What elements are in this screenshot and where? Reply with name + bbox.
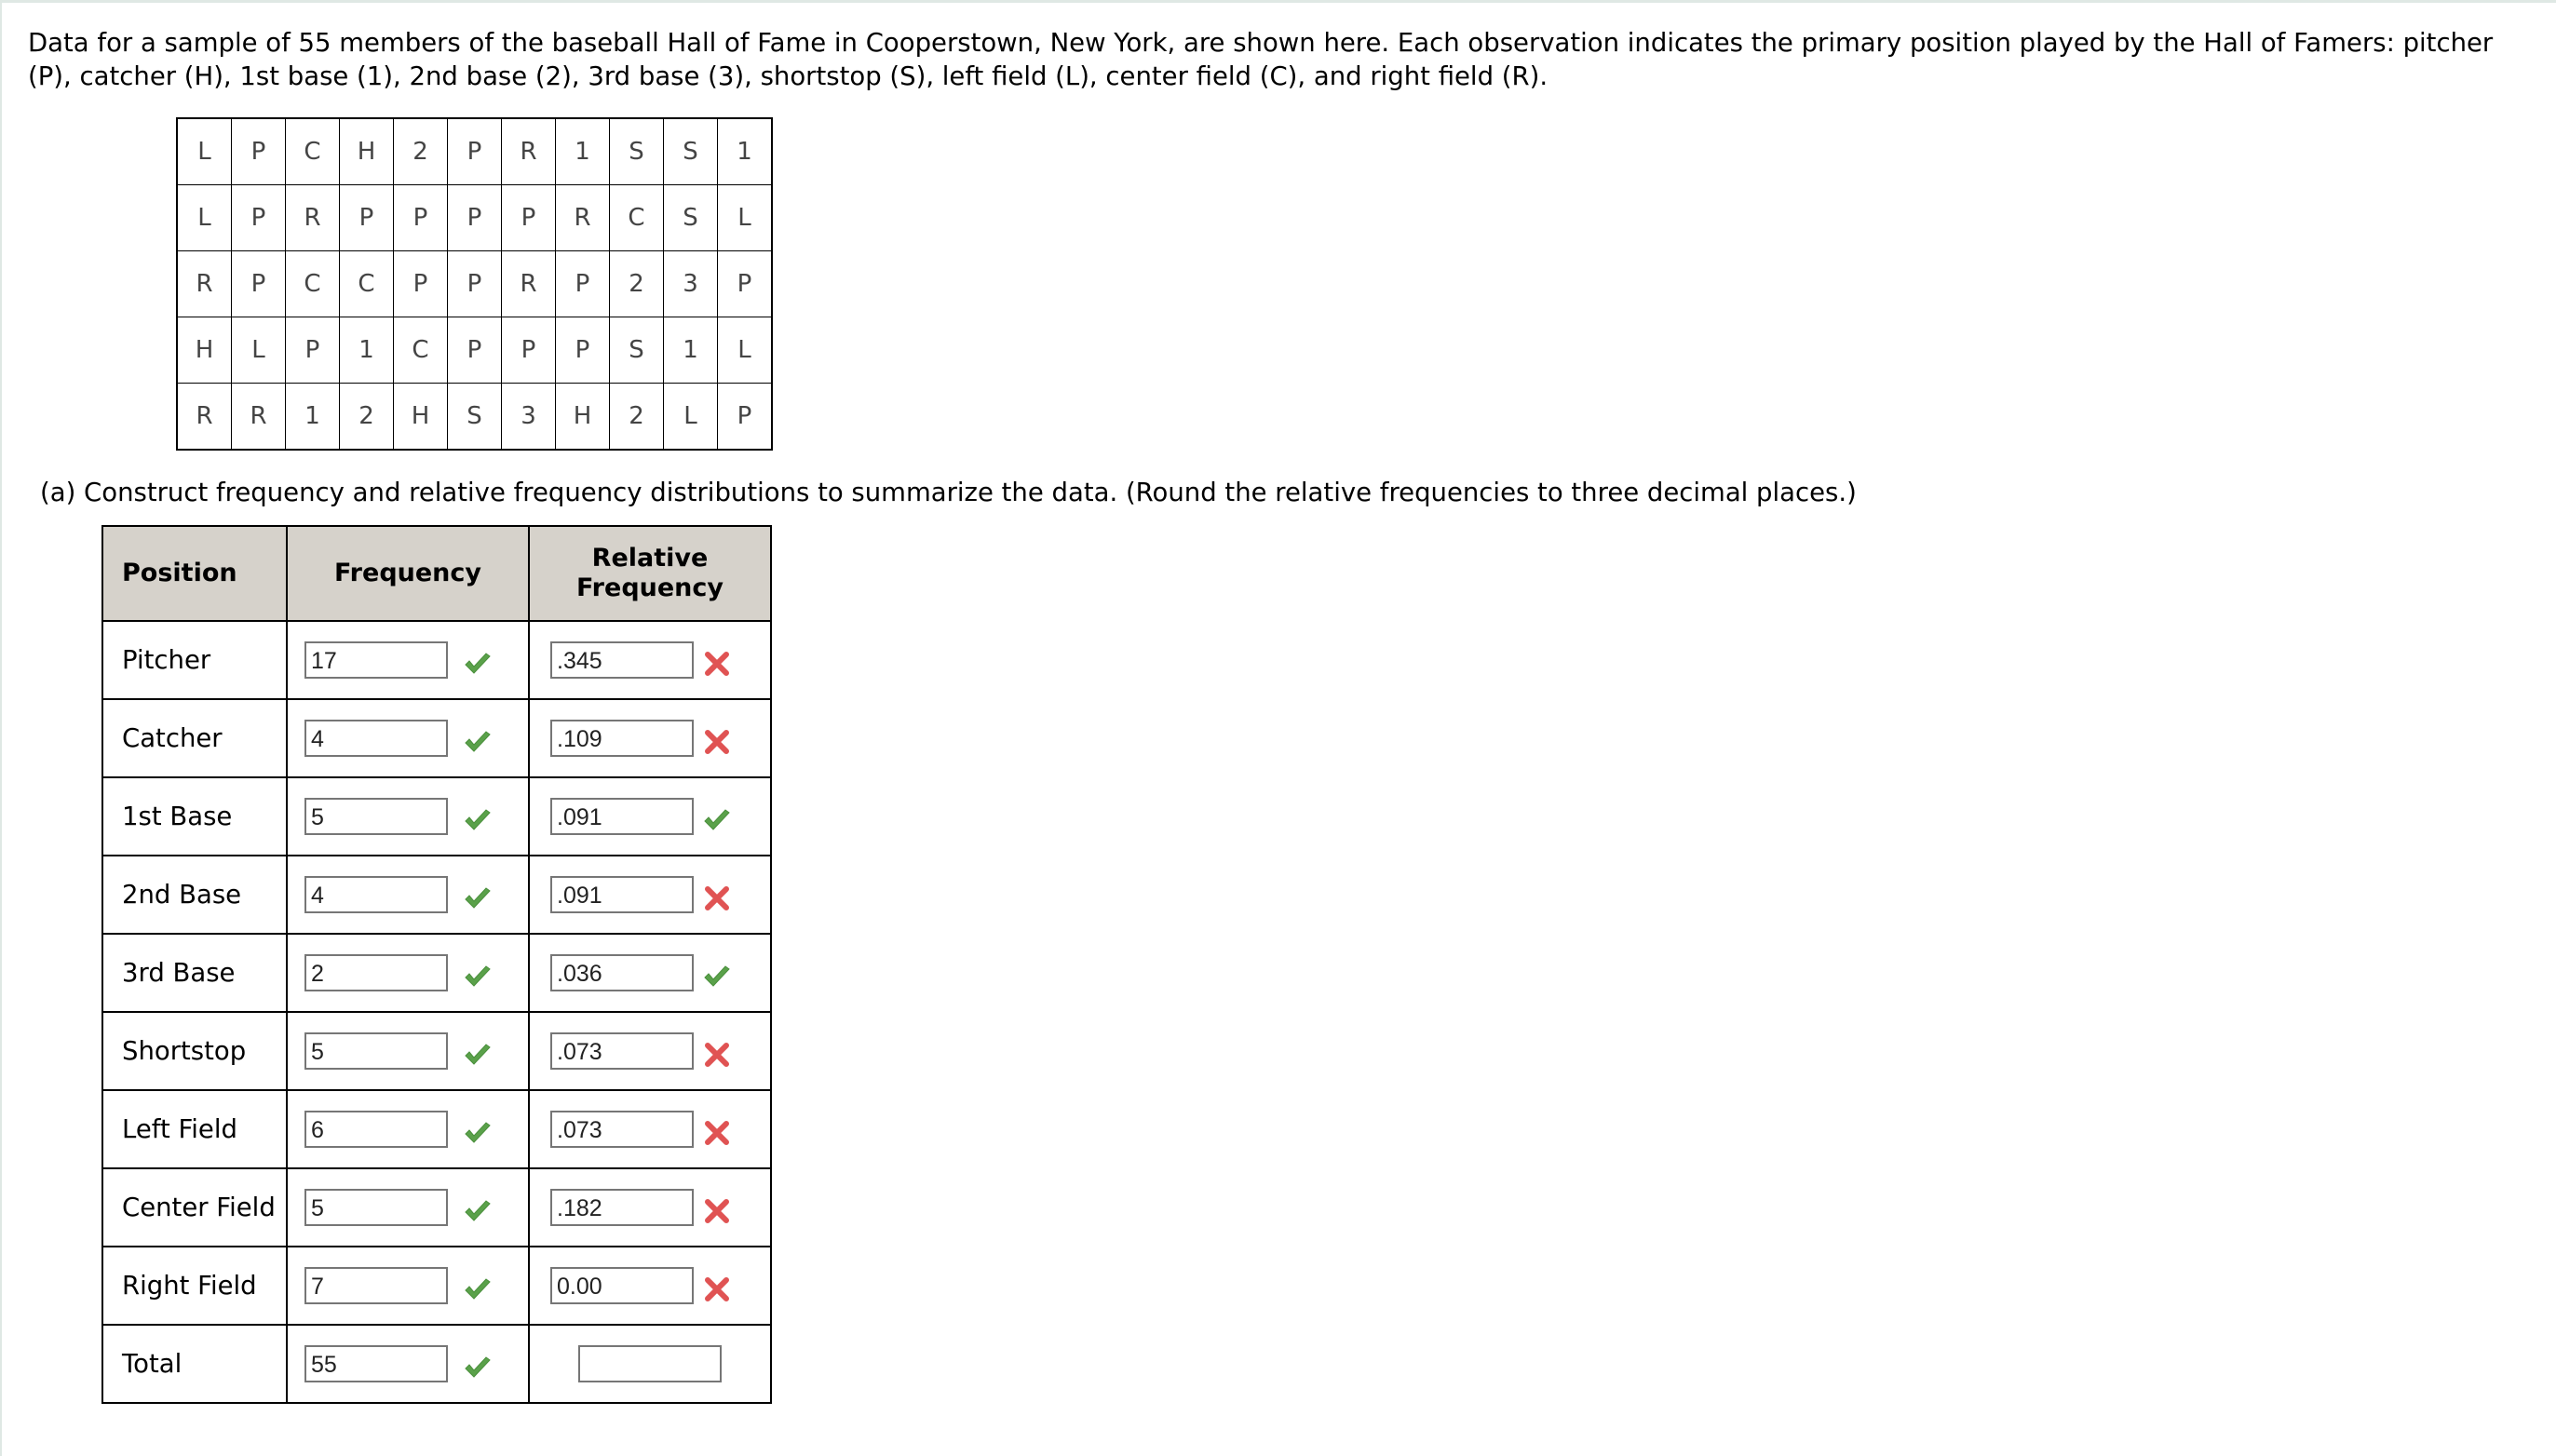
grid-cell: C xyxy=(610,185,664,251)
part-a-instructions: (a) Construct frequency and relative frequency distributions to summarize the data. (Round the relative frequencies to three decimal places.) xyxy=(40,478,1857,507)
x-icon xyxy=(702,727,732,757)
relative-frequency-input[interactable]: .091 xyxy=(550,798,694,835)
table-row xyxy=(102,1168,771,1247)
total-label: Total xyxy=(102,1325,287,1403)
relative-frequency-cell xyxy=(529,777,771,856)
total-frequency-input[interactable]: 55 xyxy=(304,1345,448,1382)
grid-row xyxy=(177,118,772,185)
grid-cell: P xyxy=(448,317,502,384)
table-row xyxy=(102,699,771,777)
position-label: Catcher xyxy=(102,699,287,777)
check-icon xyxy=(463,649,493,679)
grid-cell: 1 xyxy=(664,317,718,384)
grid-cell: 3 xyxy=(664,251,718,317)
check-icon xyxy=(702,805,732,835)
frequency-cell xyxy=(287,777,529,856)
table-header-row xyxy=(102,526,771,621)
grid-cell: P xyxy=(232,185,286,251)
grid-cell: 1 xyxy=(286,384,340,451)
x-icon xyxy=(702,1118,732,1148)
grid-cell: P xyxy=(394,251,448,317)
relative-frequency-input[interactable]: .073 xyxy=(550,1111,694,1148)
table-row xyxy=(102,1012,771,1090)
grid-cell: 2 xyxy=(394,118,448,185)
frequency-cell xyxy=(287,699,529,777)
relative-frequency-cell xyxy=(529,856,771,934)
grid-cell: L xyxy=(718,317,773,384)
total-row xyxy=(102,1325,771,1403)
x-icon xyxy=(702,649,732,679)
position-label: Right Field xyxy=(102,1247,287,1325)
position-label: Shortstop xyxy=(102,1012,287,1090)
frequency-input[interactable]: 5 xyxy=(304,1189,448,1226)
grid-row xyxy=(177,251,772,317)
grid-cell: H xyxy=(394,384,448,451)
check-icon xyxy=(463,1040,493,1070)
frequency-input[interactable]: 4 xyxy=(304,876,448,913)
relative-frequency-input[interactable]: .073 xyxy=(550,1032,694,1070)
grid-cell: C xyxy=(340,251,394,317)
frequency-input[interactable]: 2 xyxy=(304,954,448,991)
check-icon xyxy=(463,727,493,757)
check-icon xyxy=(702,962,732,991)
frequency-input[interactable]: 6 xyxy=(304,1111,448,1148)
grid-cell: P xyxy=(394,185,448,251)
frequency-table xyxy=(101,525,772,1404)
grid-cell: P xyxy=(232,118,286,185)
grid-cell: L xyxy=(232,317,286,384)
grid-cell: S xyxy=(664,185,718,251)
relative-frequency-input[interactable]: .091 xyxy=(550,876,694,913)
frequency-cell xyxy=(287,1247,529,1325)
position-label: Center Field xyxy=(102,1168,287,1247)
check-icon xyxy=(463,1274,493,1304)
grid-cell: R xyxy=(177,384,232,451)
grid-cell: R xyxy=(232,384,286,451)
frequency-input[interactable]: 5 xyxy=(304,798,448,835)
x-icon xyxy=(702,1196,732,1226)
table-row xyxy=(102,856,771,934)
grid-cell: 1 xyxy=(556,118,610,185)
total-relative-cell xyxy=(529,1325,771,1403)
x-icon xyxy=(702,1274,732,1304)
grid-cell: P xyxy=(502,185,556,251)
grid-cell: H xyxy=(177,317,232,384)
relative-frequency-cell xyxy=(529,1012,771,1090)
grid-cell: P xyxy=(448,118,502,185)
grid-cell: P xyxy=(718,384,773,451)
grid-cell: C xyxy=(286,118,340,185)
grid-cell: C xyxy=(394,317,448,384)
position-label: Pitcher xyxy=(102,621,287,699)
grid-cell: P xyxy=(340,185,394,251)
grid-cell: 2 xyxy=(610,384,664,451)
frequency-input[interactable]: 4 xyxy=(304,720,448,757)
grid-cell: P xyxy=(232,251,286,317)
frequency-cell xyxy=(287,856,529,934)
table-row xyxy=(102,934,771,1012)
position-header: Position xyxy=(102,526,287,621)
grid-cell: P xyxy=(718,251,773,317)
grid-cell: 2 xyxy=(610,251,664,317)
problem-intro: Data for a sample of 55 members of the baseball Hall of Fame in Cooperstown, New York, are shown here. Each observation indicates the primary position played by the Hall of Famers: pitcher (P), catcher (H), 1st base (1), 2nd base (2), 3rd base (3), shortstop (S), left field (L), center field (C), and right field (R). xyxy=(28,28,2494,91)
check-icon xyxy=(463,1353,493,1382)
relative-frequency-input[interactable]: 0.00 xyxy=(550,1267,694,1304)
grid-cell: L xyxy=(177,118,232,185)
frequency-cell xyxy=(287,1168,529,1247)
relative-frequency-cell xyxy=(529,699,771,777)
relative-frequency-input[interactable]: .182 xyxy=(550,1189,694,1226)
check-icon xyxy=(463,962,493,991)
grid-cell: S xyxy=(448,384,502,451)
frequency-header: Frequency xyxy=(287,526,529,621)
observation-grid xyxy=(176,117,773,451)
check-icon xyxy=(463,805,493,835)
grid-cell: R xyxy=(177,251,232,317)
grid-cell: 3 xyxy=(502,384,556,451)
grid-cell: 2 xyxy=(340,384,394,451)
grid-cell: R xyxy=(556,185,610,251)
grid-cell: L xyxy=(664,384,718,451)
grid-cell: C xyxy=(286,251,340,317)
check-icon xyxy=(463,883,493,913)
grid-cell: P xyxy=(502,317,556,384)
relative-frequency-input[interactable]: .036 xyxy=(550,954,694,991)
relative-header-line2: Frequency xyxy=(575,573,724,602)
grid-cell: R xyxy=(286,185,340,251)
grid-cell: P xyxy=(448,251,502,317)
table-row xyxy=(102,1247,771,1325)
frequency-cell xyxy=(287,1012,529,1090)
relative-header-line1: Relative xyxy=(591,544,709,573)
position-label: 2nd Base xyxy=(102,856,287,934)
table-row xyxy=(102,1090,771,1168)
frequency-input[interactable]: 7 xyxy=(304,1267,448,1304)
relative-frequency-cell xyxy=(529,621,771,699)
relative-frequency-cell xyxy=(529,1247,771,1325)
grid-cell: 1 xyxy=(340,317,394,384)
relative-frequency-input[interactable]: .109 xyxy=(550,720,694,757)
grid-cell: H xyxy=(556,384,610,451)
check-icon xyxy=(463,1196,493,1226)
grid-cell: S xyxy=(610,317,664,384)
grid-cell: L xyxy=(718,185,773,251)
frequency-input[interactable]: 17 xyxy=(304,641,448,679)
frequency-cell xyxy=(287,1090,529,1168)
grid-cell: S xyxy=(664,118,718,185)
check-icon xyxy=(463,1118,493,1148)
table-row xyxy=(102,777,771,856)
total-relative-input[interactable] xyxy=(578,1345,722,1382)
grid-cell: H xyxy=(340,118,394,185)
grid-cell: R xyxy=(502,118,556,185)
relative-frequency-cell xyxy=(529,1090,771,1168)
total-frequency-cell xyxy=(287,1325,529,1403)
grid-cell: P xyxy=(448,185,502,251)
grid-cell: L xyxy=(177,185,232,251)
frequency-cell xyxy=(287,621,529,699)
position-label: Left Field xyxy=(102,1090,287,1168)
grid-cell: P xyxy=(556,251,610,317)
grid-row xyxy=(177,185,772,251)
grid-cell: R xyxy=(502,251,556,317)
position-label: 1st Base xyxy=(102,777,287,856)
grid-cell: P xyxy=(556,317,610,384)
relative-frequency-header xyxy=(529,526,771,621)
grid-cell: 1 xyxy=(718,118,773,185)
relative-frequency-input[interactable]: .345 xyxy=(550,641,694,679)
position-label: 3rd Base xyxy=(102,934,287,1012)
relative-frequency-cell xyxy=(529,1168,771,1247)
x-icon xyxy=(702,1040,732,1070)
grid-row xyxy=(177,384,772,451)
frequency-input[interactable]: 5 xyxy=(304,1032,448,1070)
relative-frequency-cell xyxy=(529,934,771,1012)
grid-cell: S xyxy=(610,118,664,185)
grid-row xyxy=(177,317,772,384)
x-icon xyxy=(702,883,732,913)
frequency-cell xyxy=(287,934,529,1012)
grid-cell: P xyxy=(286,317,340,384)
table-row xyxy=(102,621,771,699)
